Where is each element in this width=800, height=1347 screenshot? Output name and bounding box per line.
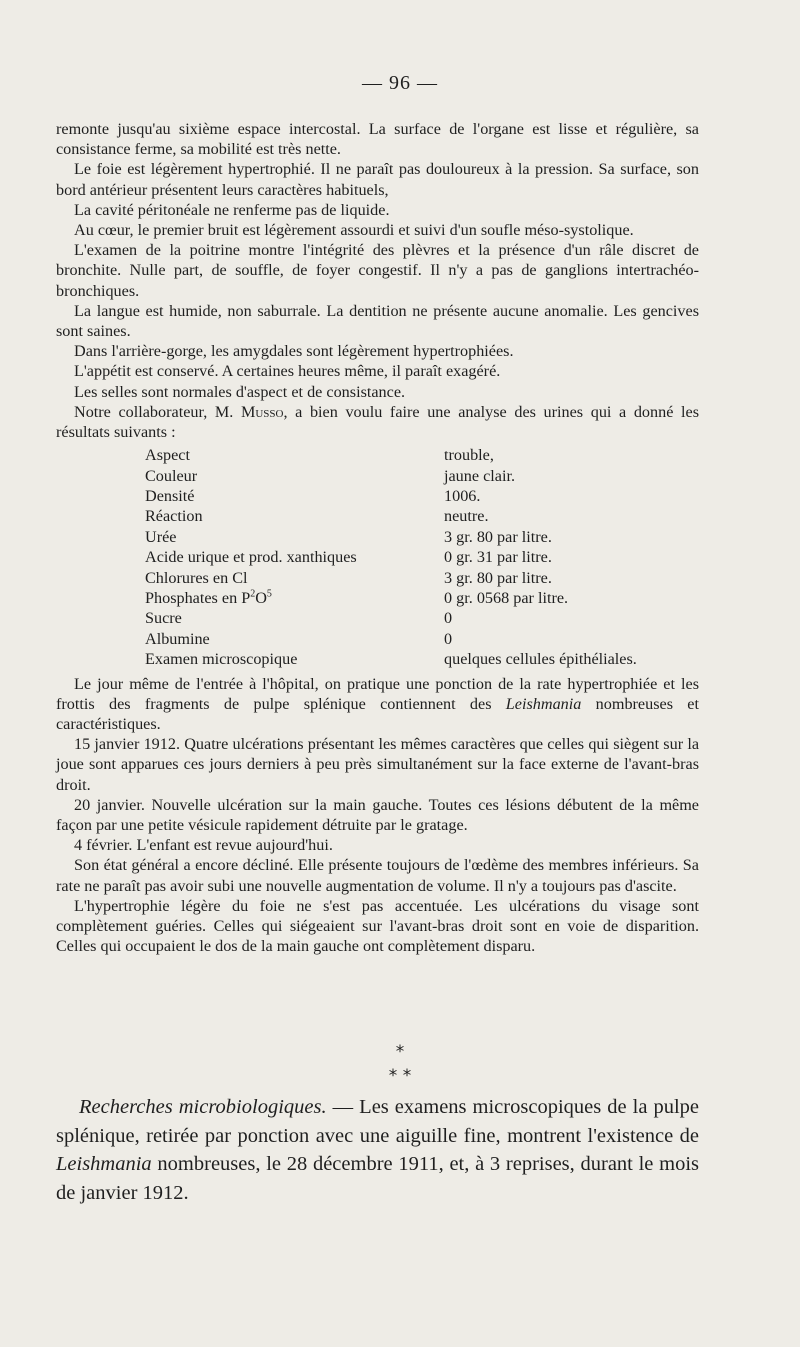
row-value: quelques cellules épithéliales. (444, 650, 637, 669)
paragraph: L'appétit est conservé. A certaines heures même, il paraît exagéré. (74, 362, 501, 381)
row-value: 0 gr. 31 par litre. (444, 548, 552, 567)
table-row (145, 506, 699, 526)
row-label: Couleur (145, 466, 198, 485)
text-segment: nombreuses et caractéristiques. (56, 694, 699, 733)
paragraph: Les selles sont normales d'aspect et de consistance. (74, 382, 406, 401)
row-label: Albumine (145, 629, 210, 648)
row-label: Examen microscopique (145, 650, 298, 669)
paragraph: remonte jusqu'au sixième espace intercostal. La surface de l'organe est lisse et régulière, sa consistance ferme, sa mobilité est très nette. (56, 120, 699, 159)
table-row (145, 649, 699, 669)
row-value: 0 (444, 629, 453, 648)
paragraph: Son état général a encore décliné. Elle présente toujours de l'œdème des membres inférieurs. Sa rate ne paraît pas avoir subi une nouvelle augmentation de volume. Il n'y a toujours pas d'ascite. (56, 856, 699, 895)
label-segment: O (255, 588, 267, 607)
paragraph: La cavité péritonéale ne renferme pas de liquide. (74, 200, 390, 219)
table-row (145, 588, 699, 608)
paragraph: 4 février. L'enfant est revue aujourd'hui. (74, 836, 333, 855)
row-label: Réaction (145, 507, 203, 526)
superscript: 5 (266, 588, 272, 600)
row-value: 0 gr. 0568 par litre. (444, 588, 569, 607)
text-segment: , a bien voulu faire une analyse des urines qui a donné les résultats suivants : (56, 402, 699, 442)
table-row (145, 547, 699, 567)
paragraph: 20 janvier. Nouvelle ulcération sur la main gauche. Toutes ces lésions débutent de la même façon par une petite vésicule rapidement détruite par le gratage. (56, 795, 699, 834)
section-separator (0, 1040, 800, 1088)
row-label: Sucre (145, 609, 182, 628)
row-label: Chlorures en Cl (145, 568, 248, 587)
table-row (145, 568, 699, 588)
italic-term: Leishmania (56, 1153, 152, 1175)
text-segment: Le jour même de l'entrée à l'hôpital, on pratique une ponction de la rate hypertrophiée et les frottis des fragments de pulpe splénique contiennent des (56, 674, 699, 713)
row-value: 1006. (444, 487, 481, 506)
row-label: Aspect (145, 446, 190, 465)
text-segment: Notre collaborateur, M. (74, 402, 241, 421)
research-paragraph (56, 1093, 699, 1207)
paragraph: L'examen de la poitrine montre l'intégrité des plèvres et la présence d'un râle discret de bronchite. Nulle part, de souffle, de foyer congestif. Il n'y a pas de ganglions intertrachéo-bronchiques. (56, 241, 699, 300)
paragraph: Au cœur, le premier bruit est légèrement assourdi et suivi d'un soufle méso-systolique. (74, 221, 634, 240)
text-segment: — Les examens microscopiques de la pulpe splénique, retirée par ponction avec une aiguille fine, montrent l'existence de (56, 1096, 699, 1147)
table-row (145, 527, 699, 547)
row-value: 3 gr. 80 par litre. (444, 568, 552, 587)
musso-paragraph (56, 402, 699, 442)
ponction-paragraph (56, 674, 699, 735)
paragraph: L'hypertrophie légère du foie ne s'est pas accentuée. Les ulcérations du visage sont complètement guéries. Celles qui siégeaient sur l'avant-bras droit sont en voie de disparition. Celles qui occupaient le dos de la main gauche ont complètement disparu. (56, 896, 699, 956)
row-value: trouble, (444, 446, 494, 465)
table-row (145, 466, 699, 486)
paragraph: Dans l'arrière-gorge, les amygdales sont légèrement hypertrophiées. (74, 342, 514, 361)
row-value: jaune clair. (444, 466, 516, 485)
row-value: 3 gr. 80 par litre. (444, 527, 552, 546)
table-row (145, 445, 699, 465)
paragraph: 15 janvier 1912. Quatre ulcérations présentant les mêmes caractères que celles qui siègent sur la joue sont apparues ces jours derniers à peu près simultanément sur la face externe de l'avant-bras droit. (56, 735, 699, 794)
table-row (145, 486, 699, 506)
superscript: 2 (250, 588, 256, 600)
row-value: neutre. (444, 507, 489, 526)
label-segment: Phosphates en P (145, 588, 251, 607)
italic-term: Leishmania (505, 694, 582, 713)
paragraph: Le foie est légèrement hypertrophié. Il ne paraît pas douloureux à la pression. Sa surface, son bord antérieur présentent leurs caractères habituels, (56, 160, 699, 199)
page-number: — 96 — (362, 72, 438, 94)
row-label: Urée (145, 527, 177, 546)
table-row (145, 608, 699, 628)
row-label: Densité (145, 487, 195, 506)
row-label: Acide urique et prod. xanthiques (145, 548, 357, 567)
paragraph: La langue est humide, non saburrale. La dentition ne présente aucune anomalie. Les gencives sont saines. (56, 301, 699, 341)
star-top: * (395, 1042, 405, 1062)
section-title: Recherches microbiologiques. (79, 1096, 327, 1118)
text-segment: nombreuses, le 28 décembre 1911, et, à 3 reprises, durant le mois de janvier 1912. (56, 1153, 699, 1204)
urine-analysis-table (145, 445, 699, 669)
star-bottom: * * (388, 1066, 412, 1086)
body-text (56, 119, 699, 956)
table-row (145, 629, 699, 649)
author-name: Musso (240, 402, 284, 421)
row-label (145, 588, 444, 608)
research-section (56, 1093, 699, 1207)
row-value: 0 (444, 609, 453, 628)
